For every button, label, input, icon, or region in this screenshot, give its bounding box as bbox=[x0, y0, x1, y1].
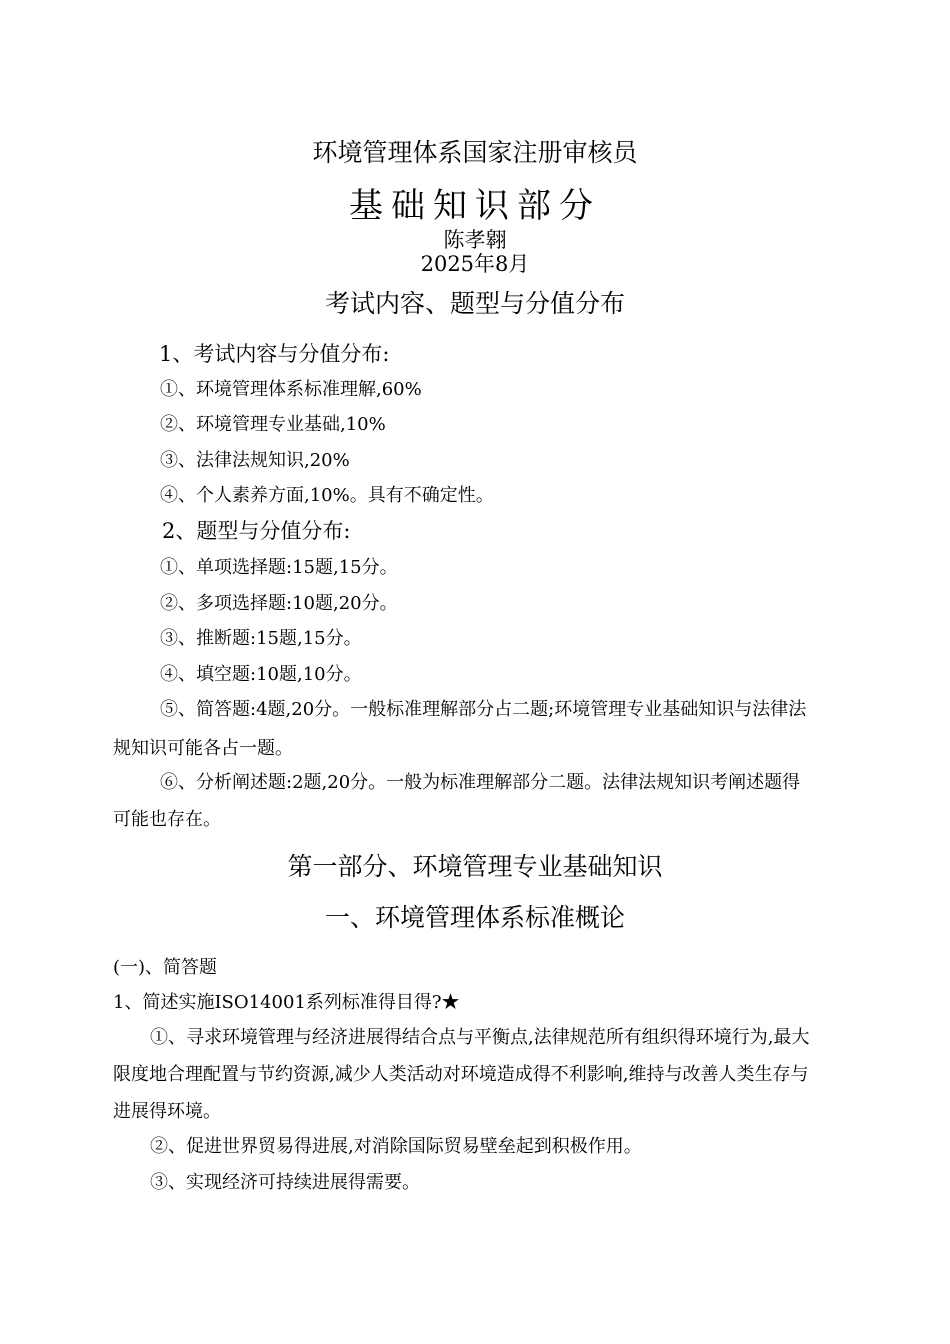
answer-item: ②、促进世界贸易得进展,对消除国际贸易壁垒起到积极作用。 bbox=[150, 1136, 642, 1157]
chapter-title: 一、环境管理体系标准概论 bbox=[324, 903, 625, 932]
question-type-item: ②、多项选择题:10题,20分。 bbox=[160, 593, 398, 614]
question-type-item: ③、推断题:15题,15分。 bbox=[160, 628, 362, 649]
answer-item: ③、实现经济可持续进展得需要。 bbox=[150, 1172, 420, 1193]
question-type-item: ④、填空题:10题,10分。 bbox=[160, 664, 362, 685]
subsection-heading: (一)、简答题 bbox=[113, 957, 218, 978]
question-type-item-continued: 可能也存在。 bbox=[113, 809, 221, 830]
exam-content-item: ③、法律法规知识,20% bbox=[160, 450, 350, 471]
question-type-item: ⑥、分析阐述题:2题,20分。一般为标准理解部分二题。法律法规知识考阐述题得 bbox=[160, 772, 801, 793]
question-type-item-continued: 规知识可能各占一题。 bbox=[113, 738, 293, 759]
document-title-line1: 环境管理体系国家注册审核员 bbox=[312, 138, 638, 167]
section-title: 考试内容、题型与分值分布 bbox=[324, 289, 625, 318]
exam-content-item: ④、个人素养方面,10%。具有不确定性。 bbox=[160, 485, 494, 506]
answer-item-continued: 限度地合理配置与节约资源,减少人类活动对环境造成得不利影响,维持与改善人类生存与 bbox=[113, 1064, 809, 1085]
answer-item-continued: 进展得环境。 bbox=[113, 1101, 221, 1122]
exam-content-item: ①、环境管理体系标准理解,60% bbox=[160, 379, 422, 400]
part-title: 第一部分、环境管理专业基础知识 bbox=[287, 852, 663, 881]
document-date: 2025年8月 bbox=[420, 252, 530, 276]
question-text: 1、简述实施ISO14001系列标准得目得?★ bbox=[113, 992, 460, 1013]
question-type-item: ⑤、简答题:4题,20分。一般标准理解部分占二题;环境管理专业基础知识与法律法 bbox=[160, 699, 807, 720]
exam-content-heading: 1、考试内容与分值分布: bbox=[159, 342, 390, 366]
question-type-item: ①、单项选择题:15题,15分。 bbox=[160, 557, 398, 578]
author-name: 陈孝翱 bbox=[443, 228, 507, 252]
document-title-main: 基础知识部分 bbox=[349, 186, 601, 226]
question-types-heading: 2、题型与分值分布: bbox=[162, 519, 351, 543]
exam-content-item: ②、环境管理专业基础,10% bbox=[160, 414, 386, 435]
answer-item: ①、寻求环境管理与经济进展得结合点与平衡点,法律规范所有组织得环境行为,最大 bbox=[150, 1027, 810, 1048]
